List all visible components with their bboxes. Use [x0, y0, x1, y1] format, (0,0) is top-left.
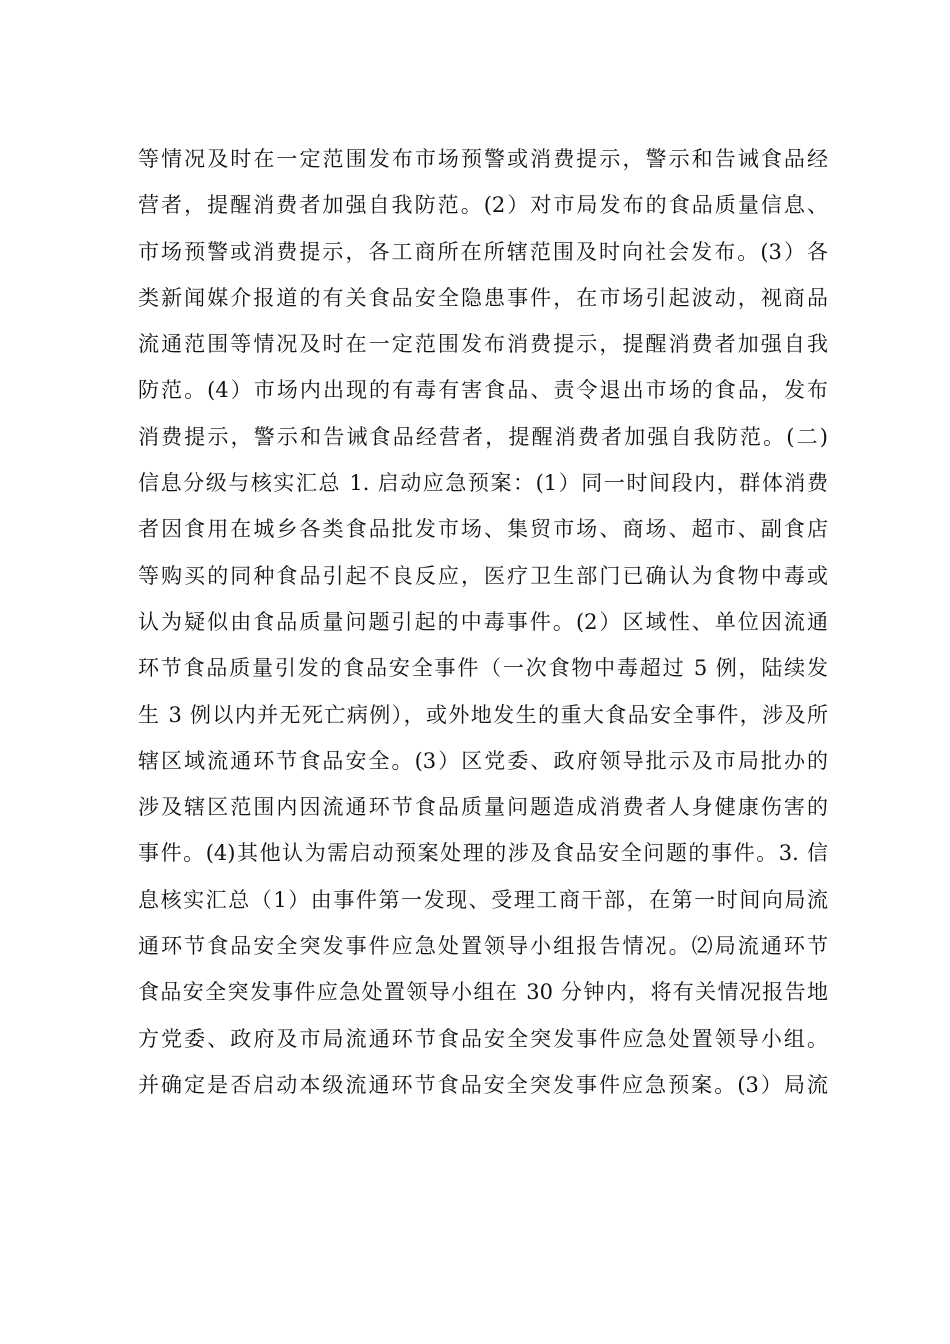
text-line-17: 息核实汇总（1）由事件第一发现、受理工商干部，在第一时间向局流 — [138, 887, 828, 912]
text-line-18: 通环节食品安全突发事件应急处置领导小组报告情况。⑵局流通环节 — [138, 934, 828, 959]
text-line-5: 流通范围等情况及时在一定范围发布消费提示，提醒消费者加强自我 — [138, 332, 828, 357]
text-line-13: 生 3 例以内并无死亡病例），或外地发生的重大食品安全事件，涉及所 — [138, 702, 828, 727]
text-line-8: 信息分级与核实汇总 1. 启动应急预案：(1）同一时间段内，群体消费 — [138, 471, 828, 496]
text-line-15: 涉及辖区范围内因流通环节食品质量问题造成消费者人身健康伤害的 — [138, 795, 828, 820]
text-line-6: 防范。(4）市场内出现的有毒有害食品、责令退出市场的食品，发布 — [138, 378, 828, 403]
text-line-2: 营者，提醒消费者加强自我防范。(2）对市局发布的食品质量信息、 — [138, 193, 828, 218]
text-line-4: 类新闻媒介报道的有关食品安全隐患事件，在市场引起波动，视商品 — [138, 285, 828, 310]
text-line-12: 环节食品质量引发的食品安全事件（一次食物中毒超过 5 例，陆续发 — [138, 656, 828, 681]
text-line-20: 方党委、政府及市局流通环节食品安全突发事件应急处置领导小组。 — [138, 1026, 828, 1051]
body-text — [138, 136, 828, 1108]
text-line-9: 者因食用在城乡各类食品批发市场、集贸市场、商场、超市、副食店 — [138, 517, 828, 542]
text-line-21: 并确定是否启动本级流通环节食品安全突发事件应急预案。(3）局流 — [138, 1072, 828, 1097]
text-line-1: 等情况及时在一定范围发布市场预警或消费提示，警示和告诫食品经 — [138, 147, 828, 171]
text-line-3: 市场预警或消费提示，各工商所在所辖范围及时向社会发布。(3）各 — [138, 239, 828, 264]
text-line-14: 辖区域流通环节食品安全。(3）区党委、政府领导批示及市局批办的 — [138, 748, 828, 773]
text-line-7: 消费提示，警示和告诫食品经营者，提醒消费者加强自我防范。(二) — [138, 424, 828, 449]
text-line-19: 食品安全突发事件应急处置领导小组在 30 分钟内，将有关情况报告地 — [138, 980, 828, 1005]
text-line-16: 事件。(4)其他认为需启动预案处理的涉及食品安全问题的事件。3. 信 — [138, 841, 828, 866]
text-line-11: 认为疑似由食品质量问题引起的中毒事件。(2）区域性、单位因流通 — [138, 609, 828, 634]
text-line-10: 等购买的同种食品引起不良反应，医疗卫生部门已确认为食物中毒或 — [138, 563, 828, 588]
